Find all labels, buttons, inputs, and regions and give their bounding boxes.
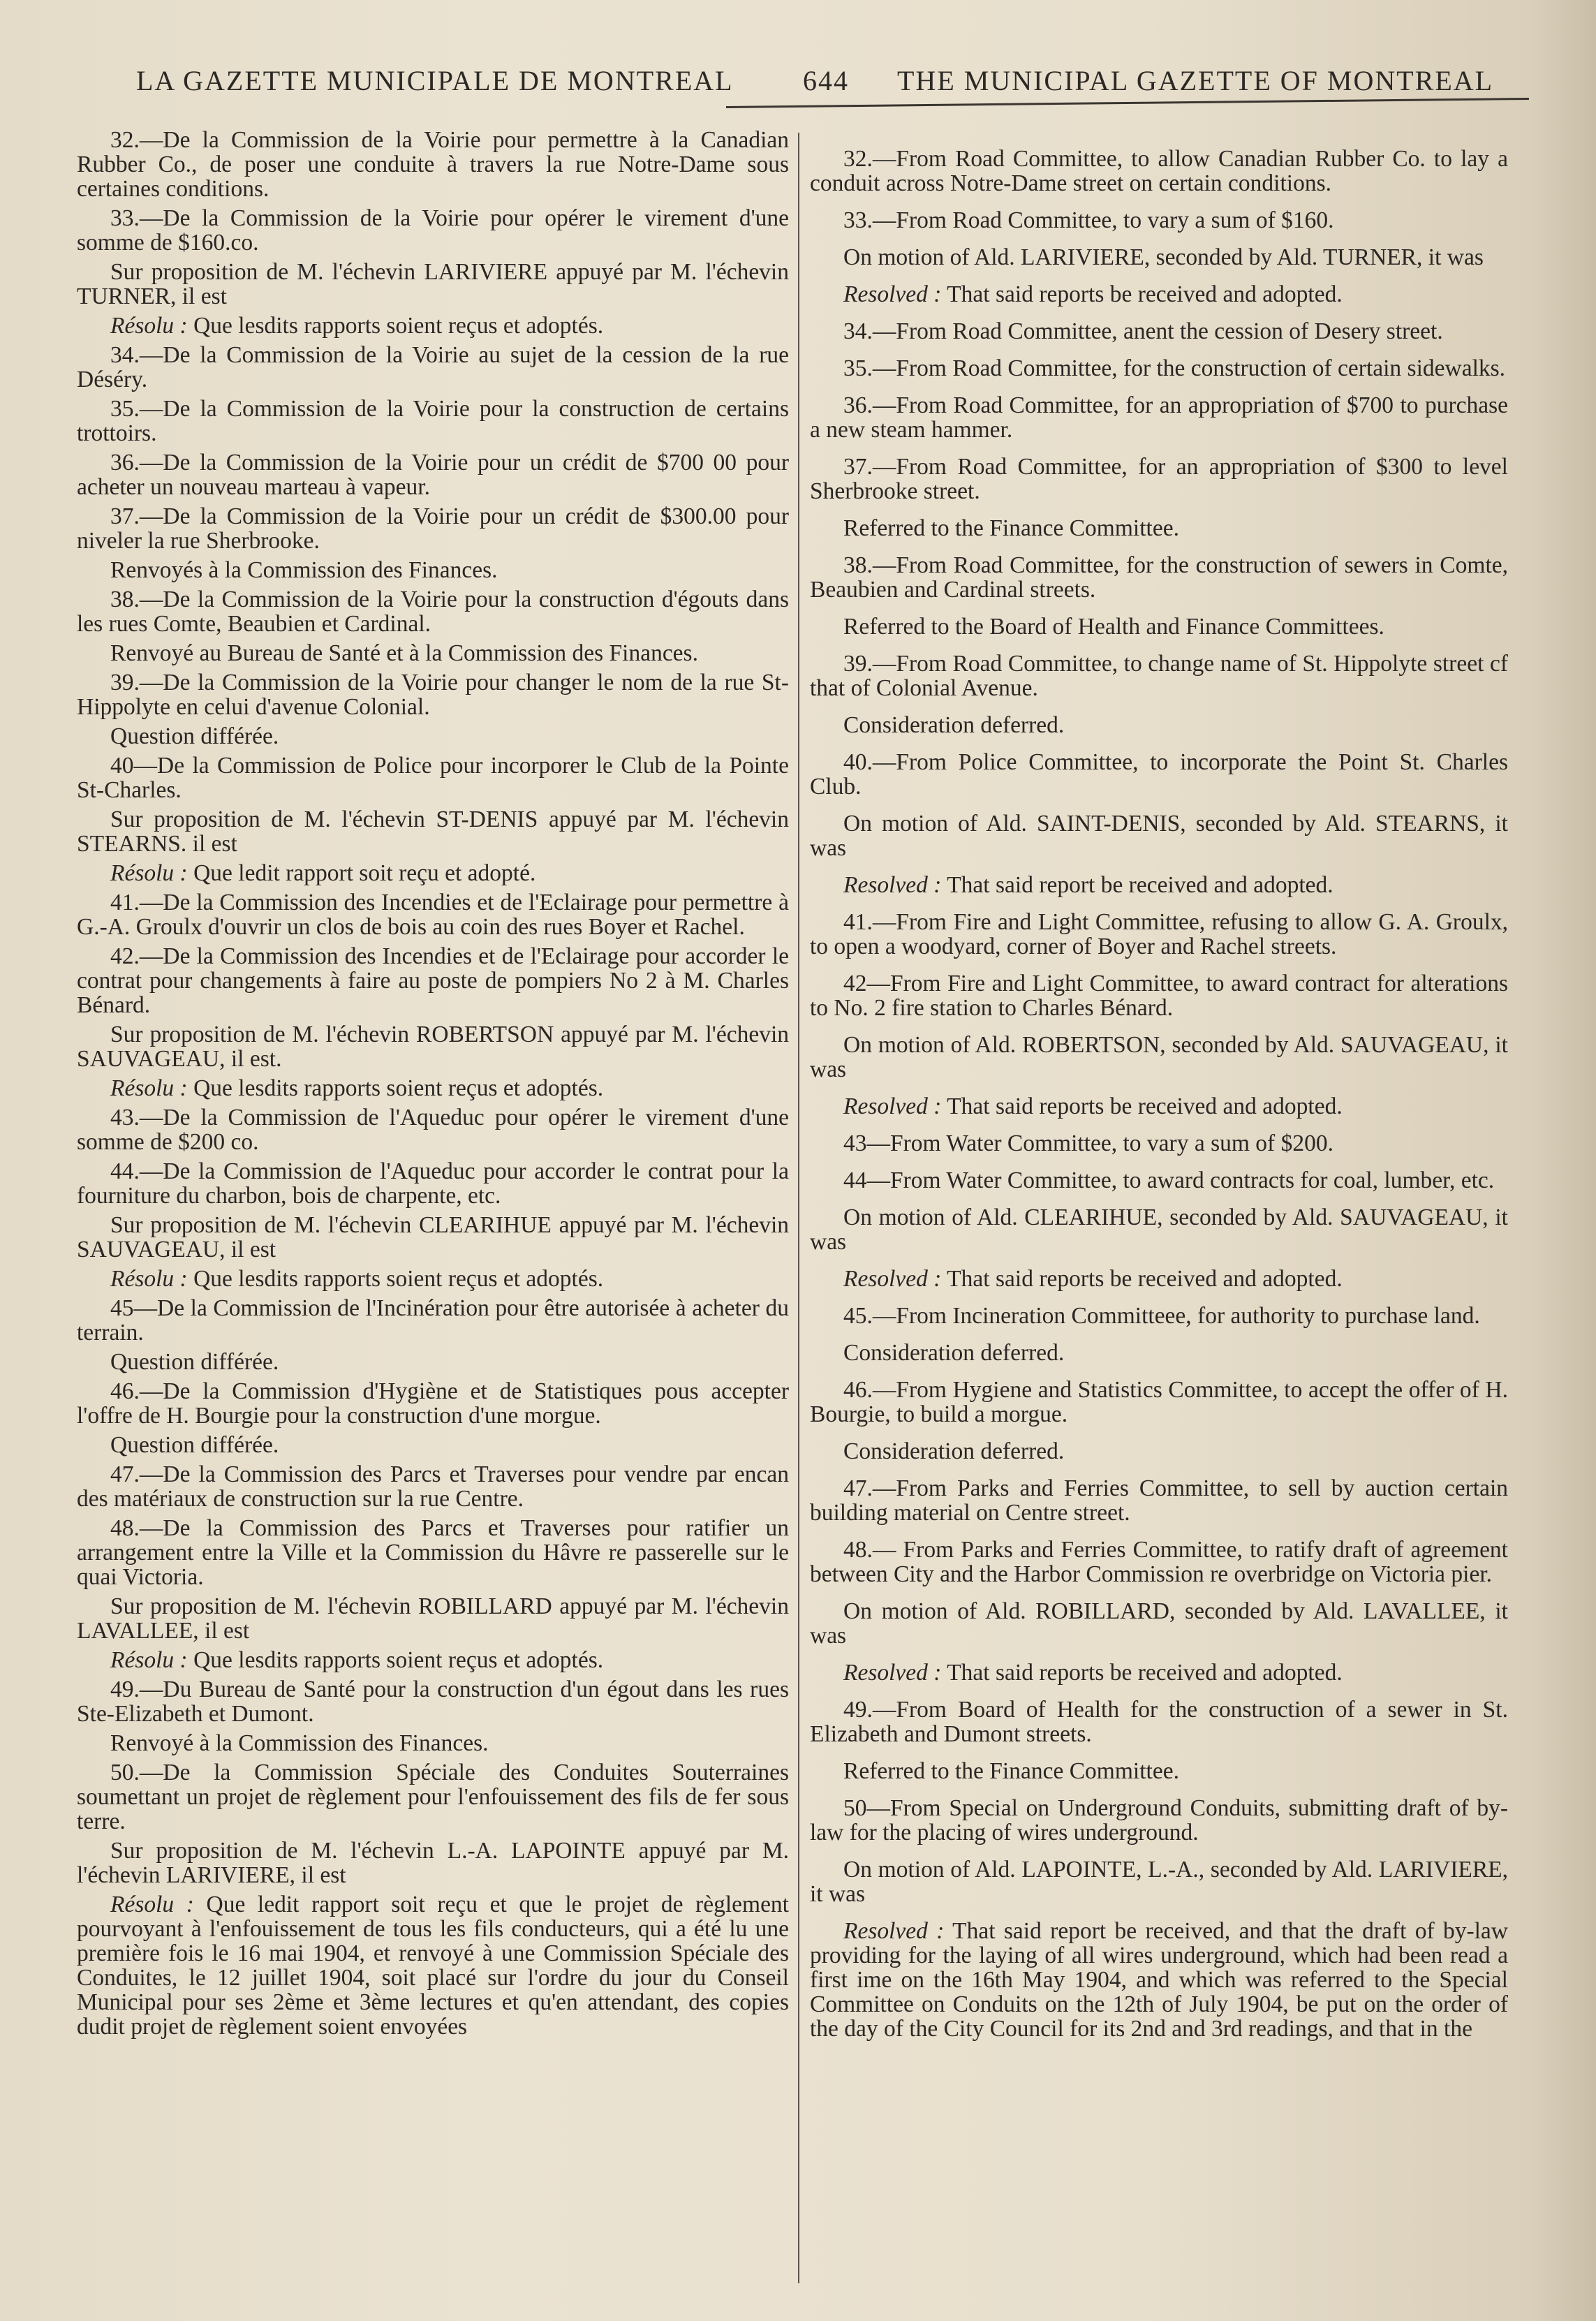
paragraph-text: On motion of Ald. CLEARIHUE, seconded by Ald. SAUVAGEAU, it was	[810, 1204, 1508, 1255]
english-paragraph	[810, 1341, 1508, 1365]
english-paragraph	[810, 1919, 1508, 2041]
resolution-label: Résolu :	[110, 313, 188, 339]
paragraph-text: 33.—From Road Committee, to vary a sum of $160.	[843, 207, 1334, 233]
resolution-label: Résolu :	[110, 1892, 194, 1917]
paragraph-text: Referred to the Board of Health and Finance Committees.	[843, 614, 1384, 640]
french-paragraph	[77, 1076, 789, 1100]
paragraph-text: 37.—From Road Committee, for an appropriation of $300 to level Sherbrooke street.	[810, 454, 1508, 504]
paragraph-text: Renvoyé à la Commission des Finances.	[110, 1730, 489, 1756]
paragraph-text: 45—De la Commission de l'Incinération pour être autorisée à acheter du terrain.	[77, 1295, 789, 1346]
paragraph-text: 50—From Special on Underground Conduits, submitting draft of by-law for the placing of wires underground.	[810, 1795, 1508, 1845]
french-paragraph	[77, 1296, 789, 1345]
french-paragraph	[77, 128, 789, 201]
french-paragraph	[77, 807, 789, 856]
paragraph-text: 44—From Water Committee, to award contracts for coal, lumber, etc.	[843, 1167, 1495, 1193]
french-paragraph	[77, 1433, 789, 1457]
french-paragraph	[77, 724, 789, 749]
english-paragraph	[810, 1857, 1508, 1906]
paragraph-text: 47.—From Parks and Ferries Committee, to sell by auction certain building material on Centre street.	[810, 1475, 1508, 1526]
resolution-label: Resolved :	[843, 872, 942, 898]
english-paragraph	[810, 1476, 1508, 1525]
paragraph-text: 48.— From Parks and Ferries Committee, to ratify draft of agreement between City and the Harbor Commission re overbridge on Victoria pier.	[810, 1537, 1508, 1587]
french-paragraph	[77, 314, 789, 338]
header-english-title: THE MUNICIPAL GAZETTE OF MONTREAL	[897, 65, 1494, 96]
english-paragraph	[810, 1660, 1508, 1685]
paragraph-text: 36.—From Road Committee, for an appropriation of $700 to purchase a new steam hammer.	[810, 392, 1508, 443]
french-paragraph	[77, 1892, 789, 2039]
paragraph-text: That said reports be received and adopted.	[941, 281, 1343, 307]
header-french-title: LA GAZETTE MUNICIPALE DE MONTREAL	[136, 65, 734, 96]
paragraph-text: Que lesdits rapports soient reçus et adoptés.	[187, 313, 604, 339]
paragraph-text: Sur proposition de M. l'échevin L.-A. LAPOINTE appuyé par M. l'échevin LARIVIERE, il est	[77, 1838, 789, 1888]
paragraph-text: 50.—De la Commission Spéciale des Conduites Souterraines soumettant un projet de règlement pour l'enfouissement des fils de fer sous terre.	[77, 1760, 789, 1834]
paragraph-text: On motion of Ald. ROBERTSON, seconded by Ald. SAUVAGEAU, it was	[810, 1032, 1508, 1082]
french-paragraph	[77, 450, 789, 499]
english-paragraph	[810, 1304, 1508, 1328]
paragraph-text: That said reports be received and adopted.	[941, 1660, 1343, 1686]
english-paragraph	[810, 1378, 1508, 1427]
french-paragraph	[77, 753, 789, 802]
paragraph-text: On motion of Ald. ROBILLARD, seconded by Ald. LAVALLEE, it was	[810, 1598, 1508, 1649]
english-paragraph	[810, 516, 1508, 540]
paragraph-text: 38.—De la Commission de la Voirie pour la construction d'égouts dans les rues Comte, Beaubien et Cardinal.	[77, 587, 789, 637]
english-paragraph	[810, 1796, 1508, 1845]
paragraph-text: Sur proposition de M. l'échevin ROBERTSON appuyé par M. l'échevin SAUVAGEAU, il est.	[77, 1022, 789, 1072]
english-paragraph	[810, 750, 1508, 799]
paragraph-text: Consideration deferred.	[843, 1340, 1065, 1366]
paragraph-text: Renvoyés à la Commission des Finances.	[110, 557, 498, 583]
paragraph-text: 48.—De la Commission des Parcs et Traverses pour ratifier un arrangement entre la Ville et la Commission du Hâvre re passerelle sur le quai Victoria.	[77, 1515, 789, 1590]
english-paragraph	[810, 651, 1508, 700]
french-paragraph	[77, 1379, 789, 1428]
english-paragraph	[810, 873, 1508, 897]
paragraph-text: 46.—De la Commission d'Hygiène et de Statistiques pous accepter l'offre de H. Bourgie pour la construction d'une morgue.	[77, 1378, 789, 1429]
english-paragraph	[810, 971, 1508, 1020]
resolution-label: Résolu :	[110, 1266, 188, 1292]
french-paragraph	[77, 1267, 789, 1291]
resolution-label: Resolved :	[843, 1266, 942, 1292]
paragraph-text: Question différée.	[110, 1432, 279, 1458]
english-paragraph	[810, 1759, 1508, 1783]
paragraph-text: Sur proposition de M. l'échevin ROBILLARD appuyé par M. l'échevin LAVALLEE, il est	[77, 1593, 789, 1644]
french-paragraph	[77, 1760, 789, 1834]
french-paragraph	[77, 1159, 789, 1208]
paragraph-text: 45.—From Incineration Committeee, for authority to purchase land.	[843, 1303, 1480, 1329]
french-paragraph	[77, 1648, 789, 1672]
resolution-label: Résolu :	[110, 860, 188, 886]
paragraph-text: 35.—From Road Committee, for the construction of certain sidewalks.	[843, 355, 1506, 381]
paragraph-text: Question différée.	[110, 1349, 279, 1375]
french-paragraph	[77, 641, 789, 665]
paragraph-text: Referred to the Finance Committee.	[843, 1758, 1179, 1784]
resolution-label: Resolved :	[843, 281, 942, 307]
english-paragraph	[810, 1205, 1508, 1254]
paragraph-text: 38.—From Road Committee, for the construction of sewers in Comte, Beaubien and Cardinal streets.	[810, 552, 1508, 603]
paragraph-text: 32.—De la Commission de la Voirie pour permettre à la Canadian Rubber Co., de poser une conduite à travers la rue Notre-Dame sous certaines conditions.	[77, 127, 789, 202]
french-paragraph	[77, 1022, 789, 1071]
english-paragraph	[810, 356, 1508, 381]
paragraph-text: 46.—From Hygiene and Statistics Committee, to accept the offer of H. Bourgie, to build a morgue.	[810, 1377, 1508, 1427]
english-paragraph	[810, 553, 1508, 602]
paragraph-text: 40.—From Police Committee, to incorporate the Point St. Charles Club.	[810, 749, 1508, 800]
paragraph-text: Consideration deferred.	[843, 712, 1065, 738]
page-number: 644	[803, 65, 849, 96]
paragraph-text: 39.—De la Commission de la Voirie pour changer le nom de la rue St-Hippolyte en celui d'avenue Colonial.	[77, 670, 789, 720]
paragraph-text: 33.—De la Commission de la Voirie pour opérer le virement d'une somme de $160.co.	[77, 205, 789, 256]
english-paragraph	[810, 1599, 1508, 1648]
english-paragraph	[810, 811, 1508, 860]
english-paragraph	[810, 910, 1508, 959]
english-paragraph	[810, 1267, 1508, 1291]
english-paragraph	[810, 614, 1508, 639]
paragraph-text: Renvoyé au Bureau de Santé et à la Commission des Finances.	[110, 640, 698, 666]
french-paragraph	[77, 890, 789, 939]
french-paragraph	[77, 343, 789, 392]
paragraph-text: 39.—From Road Committee, to change name of St. Hippolyte street cf that of Colonial Avenue.	[810, 651, 1508, 701]
french-paragraph	[77, 1105, 789, 1154]
french-paragraph	[77, 1350, 789, 1374]
english-paragraph	[810, 1538, 1508, 1586]
paragraph-text: Sur proposition de M. l'échevin ST-DENIS appuyé par M. l'échevin STEARNS. il est	[77, 806, 789, 857]
paragraph-text: That said report be received and adopted.	[941, 872, 1333, 898]
resolution-label: Resolved :	[843, 1918, 945, 1944]
paragraph-text: Que ledit rapport soit reçu et adopté.	[187, 860, 536, 886]
english-paragraph	[810, 393, 1508, 442]
paragraph-text: Que ledit rapport soit reçu et que le projet de règlement pourvoyant à l'enfouissement de tous les fils conducteurs, qui a été lu une première fois le 16 mai 1904, et renvoyé à une Commission Spéciale des Conduites, le 12 juillet 1904, soit placé sur l'ordre du jour du Conseil Municipal pour ses 2ème et 3ème lectures et qu'en attendant, des copies dudit projet de règlement soient envoyées	[77, 1892, 789, 2040]
paragraph-text: 41.—From Fire and Light Committee, refusing to allow G. A. Groulx, to open a woodyard, corner of Boyer and Rachel streets.	[810, 909, 1508, 959]
french-paragraph	[77, 1731, 789, 1755]
column-divider	[798, 133, 799, 2283]
paragraph-text: Que lesdits rapports soient reçus et adoptés.	[187, 1647, 604, 1673]
english-paragraph	[810, 1094, 1508, 1119]
paragraph-text: 41.—De la Commission des Incendies et de l'Eclairage pour permettre à G.-A. Groulx d'ouvrir un clos de bois au coin des rues Boyer et Rachel.	[77, 890, 789, 940]
paragraph-text: 36.—De la Commission de la Voirie pour un crédit de $700 00 pour acheter un nouveau marteau à vapeur.	[77, 450, 789, 500]
english-paragraph	[810, 1033, 1508, 1082]
paragraph-text: 49.—From Board of Health for the construction of a sewer in St. Elizabeth and Dumont streets.	[810, 1697, 1508, 1747]
paragraph-text: 40—De la Commission de Police pour incorporer le Club de la Pointe St-Charles.	[77, 753, 789, 803]
resolution-label: Resolved :	[843, 1660, 942, 1686]
english-column	[810, 147, 1508, 2054]
paragraph-text: Question différée.	[110, 723, 279, 749]
french-paragraph	[77, 1677, 789, 1726]
english-paragraph	[810, 319, 1508, 344]
paragraph-text: 32.—From Road Committee, to allow Canadian Rubber Co. to lay a conduit across Notre-Dame street on certain conditions.	[810, 146, 1508, 196]
french-paragraph	[77, 397, 789, 445]
paragraph-text: That said reports be received and adopted.	[941, 1093, 1343, 1119]
paragraph-text: That said report be received, and that the draft of by-law providing for the laying of all wires underground, which had been read a first ime on the 16th May 1904, and which was referred to the Special Committee on Conduits on the 12th of July 1904, be put on the order of the day of the City Council for its 2nd and 3rd readings, and that in the	[810, 1918, 1508, 2042]
paragraph-text: On motion of Ald. SAINT-DENIS, seconded by Ald. STEARNS, it was	[810, 811, 1508, 861]
english-paragraph	[810, 1168, 1508, 1193]
paragraph-text: That said reports be received and adopted.	[941, 1266, 1343, 1292]
paragraph-text: On motion of Ald. LAPOINTE, L.-A., seconded by Ald. LARIVIERE, it was	[810, 1857, 1508, 1907]
paragraph-text: 43.—De la Commission de l'Aqueduc pour opérer le virement d'une somme de $200 co.	[77, 1105, 789, 1155]
paragraph-text: 44.—De la Commission de l'Aqueduc pour accorder le contrat pour la fourniture du charbon, bois de charpente, etc.	[77, 1158, 789, 1209]
french-paragraph	[77, 260, 789, 309]
paragraph-text: 42—From Fire and Light Committee, to award contract for alterations to No. 2 fire station to Charles Bénard.	[810, 971, 1508, 1021]
french-paragraph	[77, 1839, 789, 1887]
english-paragraph	[810, 713, 1508, 737]
paragraph-text: On motion of Ald. LARIVIERE, seconded by Ald. TURNER, it was	[843, 244, 1484, 270]
english-paragraph	[810, 1697, 1508, 1746]
paragraph-text: Sur proposition de M. l'échevin LARIVIERE appuyé par M. l'échevin TURNER, il est	[77, 259, 789, 309]
english-paragraph	[810, 208, 1508, 233]
resolution-label: Résolu :	[110, 1075, 188, 1101]
french-paragraph	[77, 206, 789, 255]
english-paragraph	[810, 1131, 1508, 1156]
paragraph-text: Consideration deferred.	[843, 1438, 1065, 1464]
french-paragraph	[77, 670, 789, 719]
paragraph-text: 49.—Du Bureau de Santé pour la construction d'un égout dans les rues Ste-Elizabeth et Dumont.	[77, 1677, 789, 1727]
resolution-label: Résolu :	[110, 1647, 188, 1673]
paragraph-text: 34.—De la Commission de la Voirie au sujet de la cession de la rue Déséry.	[77, 342, 789, 392]
french-paragraph	[77, 1516, 789, 1589]
resolution-label: Resolved :	[843, 1093, 942, 1119]
french-paragraph	[77, 587, 789, 636]
paragraph-text: 43—From Water Committee, to vary a sum of $200.	[843, 1130, 1333, 1156]
paragraph-text: Sur proposition de M. l'échevin CLEARIHUE appuyé par M. l'échevin SAUVAGEAU, il est	[77, 1212, 789, 1262]
english-paragraph	[810, 245, 1508, 270]
english-paragraph	[810, 282, 1508, 307]
french-paragraph	[77, 1594, 789, 1643]
english-paragraph	[810, 1439, 1508, 1464]
paragraph-text: Referred to the Finance Committee.	[843, 515, 1179, 541]
paragraph-text: Que lesdits rapports soient reçus et adoptés.	[187, 1075, 604, 1101]
french-paragraph	[77, 1462, 789, 1511]
paragraph-text: 34.—From Road Committee, anent the cession of Desery street.	[843, 318, 1443, 344]
french-paragraph	[77, 504, 789, 553]
paragraph-text: 47.—De la Commission des Parcs et Traverses pour vendre par encan des matériaux de construction sur la rue Centre.	[77, 1461, 789, 1512]
paragraph-text: 35.—De la Commission de la Voirie pour la construction de certains trottoirs.	[77, 396, 789, 446]
french-paragraph	[77, 861, 789, 885]
english-paragraph	[810, 455, 1508, 503]
french-paragraph	[77, 944, 789, 1017]
french-paragraph	[77, 558, 789, 582]
french-column	[77, 128, 789, 2044]
paragraph-text: 37.—De la Commission de la Voirie pour un crédit de $300.00 pour niveler la rue Sherbrooke.	[77, 503, 789, 554]
paragraph-text: Que lesdits rapports soient reçus et adoptés.	[187, 1266, 604, 1292]
paragraph-text: 42.—De la Commission des Incendies et de l'Eclairage pour accorder le contrat pour changements à faire au poste de pompiers No 2 à M. Charles Bénard.	[77, 943, 789, 1018]
french-paragraph	[77, 1213, 789, 1262]
english-paragraph	[810, 147, 1508, 196]
